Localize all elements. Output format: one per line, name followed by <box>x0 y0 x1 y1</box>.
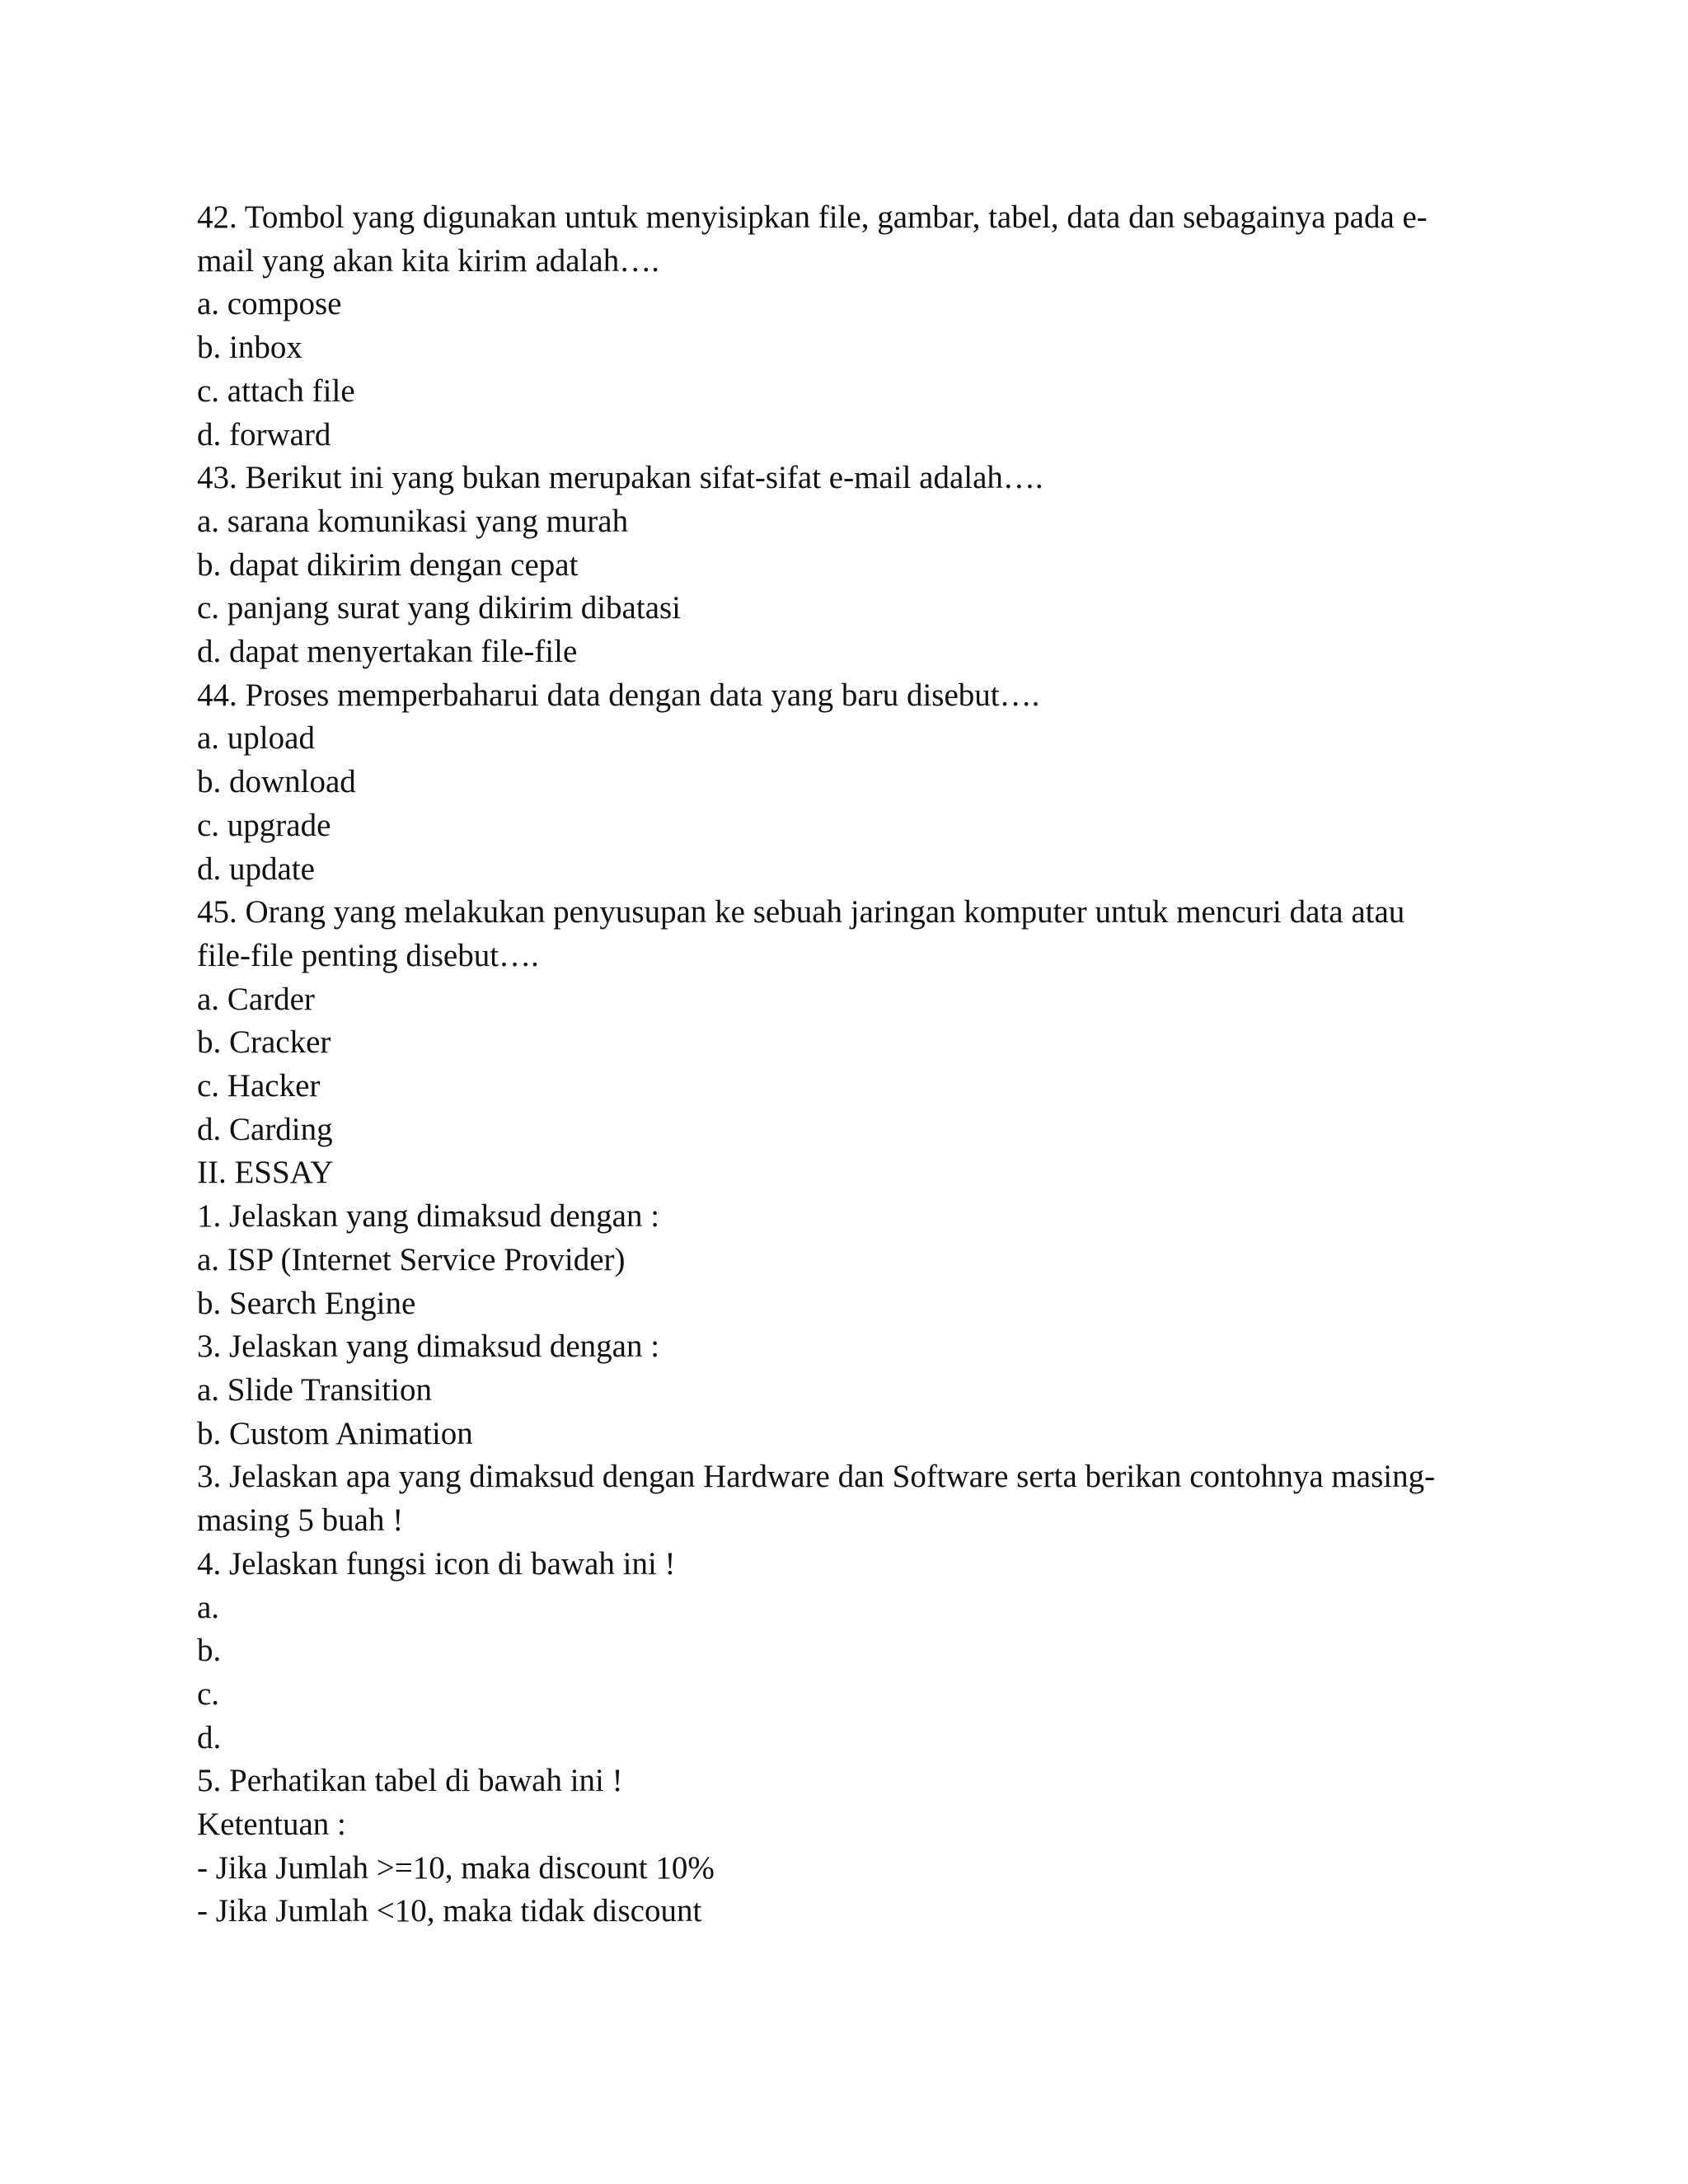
essay-stem-line: 3. Jelaskan apa yang dimaksud dengan Hardware dan Software serta berikan contohnya masing- <box>197 1459 1436 1495</box>
essay-stem-line: masing 5 buah ! <box>197 1502 404 1539</box>
answer-option-a: a. upload <box>197 720 315 757</box>
answer-option-d: d. update <box>197 851 315 887</box>
question-stem-line: mail yang akan kita kirim adalah…. <box>197 242 659 279</box>
question-44 <box>197 674 1499 892</box>
answer-option-b: b. Cracker <box>197 1024 331 1061</box>
essay-item-5 <box>197 1760 1499 1803</box>
answer-option-d: d. dapat menyertakan file-file <box>197 634 578 670</box>
essay-stem-line: 1. Jelaskan yang dimaksud dengan : <box>197 1198 660 1235</box>
answer-option-b: b. dapat dikirim dengan cepat <box>197 546 579 583</box>
answer-option-d: d. Carding <box>197 1111 333 1147</box>
document-body <box>197 196 1499 1933</box>
essay-subitem-a: a. ISP (Internet Service Provider) <box>197 1241 626 1277</box>
ketentuan-block <box>197 1803 1499 1933</box>
answer-option-c: c. upgrade <box>197 807 331 843</box>
essay-subitem-b: b. <box>197 1633 222 1669</box>
essay-subitem-d: d. <box>197 1719 222 1755</box>
answer-option-d: d. forward <box>197 416 331 452</box>
question-stem-line: 43. Berikut ini yang bukan merupakan sifat-sifat e-mail adalah…. <box>197 460 1043 496</box>
essay-subitem-a: a. Slide Transition <box>197 1371 432 1408</box>
essay-heading: II. ESSAY <box>197 1155 334 1191</box>
question-45 <box>197 891 1499 1151</box>
essay-subitem-b: b. Custom Animation <box>197 1415 473 1451</box>
essay-subitem-b: b. Search Engine <box>197 1285 416 1321</box>
essay-stem-line: 5. Perhatikan tabel di bawah ini ! <box>197 1763 623 1799</box>
essay-subitem-c: c. <box>197 1675 220 1712</box>
answer-option-a: a. compose <box>197 286 342 322</box>
essay-stem-line: 3. Jelaskan yang dimaksud dengan : <box>197 1329 660 1365</box>
answer-option-c: c. panjang surat yang dikirim dibatasi <box>197 590 682 626</box>
answer-option-c: c. attach file <box>197 373 355 409</box>
answer-option-a: a. sarana komunikasi yang murah <box>197 503 629 539</box>
answer-option-b: b. inbox <box>197 330 302 366</box>
question-43 <box>197 457 1499 674</box>
essay-subitem-a: a. <box>197 1589 220 1625</box>
question-stem-line: 42. Tombol yang digunakan untuk menyisipkan file, gambar, tabel, data dan sebagainya pada e- <box>197 199 1428 235</box>
question-stem-line: 44. Proses memperbaharui data dengan data yang baru disebut…. <box>197 677 1040 713</box>
ketentuan-rule: - Jika Jumlah <10, maka tidak discount <box>197 1893 702 1929</box>
answer-option-b: b. download <box>197 764 356 800</box>
question-stem-line: file-file penting disebut…. <box>197 937 539 973</box>
answer-option-a: a. Carder <box>197 981 315 1017</box>
essay-item-3 <box>197 1455 1499 1542</box>
essay-item-2 <box>197 1325 1499 1455</box>
answer-option-c: c. Hacker <box>197 1068 321 1104</box>
essay-item-1 <box>197 1195 1499 1325</box>
ketentuan-rule: - Jika Jumlah >=10, maka discount 10% <box>197 1849 715 1886</box>
ketentuan-label: Ketentuan : <box>197 1807 346 1843</box>
question-stem-line: 45. Orang yang melakukan penyusupan ke sebuah jaringan komputer untuk mencuri data atau <box>197 894 1405 930</box>
essay-stem-line: 4. Jelaskan fungsi icon di bawah ini ! <box>197 1545 676 1582</box>
question-42 <box>197 196 1499 457</box>
essay-item-4 <box>197 1543 1499 1760</box>
